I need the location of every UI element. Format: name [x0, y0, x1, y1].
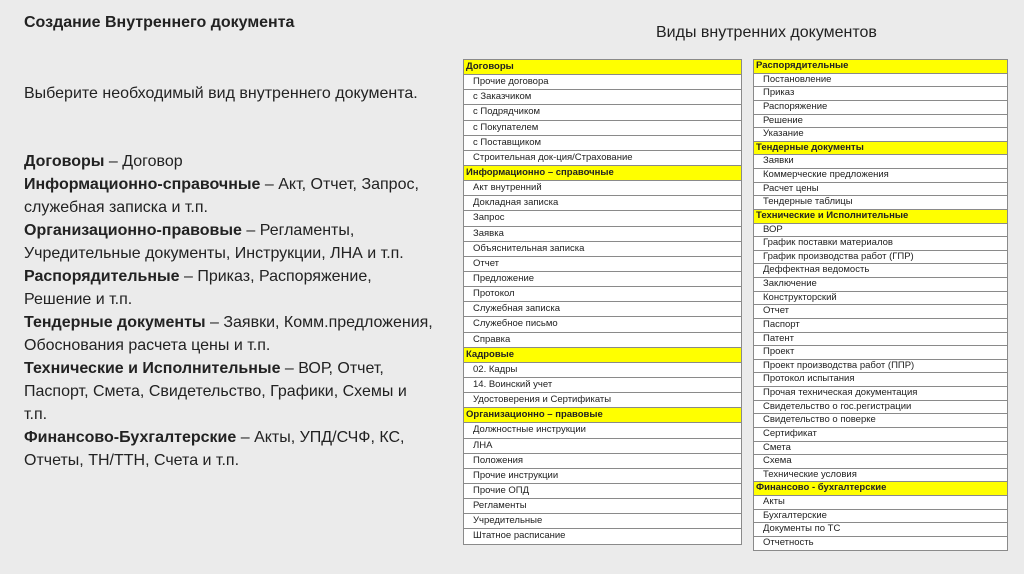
document-type-cell: График поставки материалов — [754, 237, 1008, 251]
table-row — [464, 90, 742, 105]
table-row — [464, 514, 742, 529]
table-row — [754, 387, 1008, 401]
table-row — [464, 438, 742, 453]
category-examples: – Договор — [104, 153, 183, 170]
document-type-cell: Справка — [464, 332, 742, 347]
document-type-cell: Свидетельство о гос.регистрации — [754, 400, 1008, 414]
table-row — [464, 362, 742, 377]
table-row — [754, 400, 1008, 414]
document-type-cell: Докладная записка — [464, 196, 742, 211]
table-row — [754, 414, 1008, 428]
document-type-cell: Распоряжение — [754, 100, 1008, 114]
table-row — [754, 128, 1008, 142]
document-type-cell: Свидетельство о поверке — [754, 414, 1008, 428]
table-row — [754, 182, 1008, 196]
section-label: Технические и Исполнительные — [754, 209, 1008, 223]
table-row — [464, 483, 742, 498]
document-type-cell: Смета — [754, 441, 1008, 455]
category-name: Распорядительные — [24, 268, 180, 285]
table-row — [464, 120, 742, 135]
document-type-cell: Паспорт — [754, 318, 1008, 332]
table-row — [754, 305, 1008, 319]
document-type-cell: Строительная док-ция/Страхование — [464, 150, 742, 165]
document-type-cell: Заявки — [754, 155, 1008, 169]
document-type-cell: Акт внутренний — [464, 181, 742, 196]
table-section-header — [754, 209, 1008, 223]
document-type-cell: Заявка — [464, 226, 742, 241]
document-type-cell: Патент — [754, 332, 1008, 346]
table-row — [754, 73, 1008, 87]
category-item — [24, 357, 434, 426]
table-row — [464, 271, 742, 286]
document-type-cell: с Подрядчиком — [464, 105, 742, 120]
category-name: Технические и Исполнительные — [24, 360, 281, 377]
table-row — [754, 359, 1008, 373]
table-row — [464, 287, 742, 302]
table-section-header — [754, 482, 1008, 496]
document-type-cell: Документы по ТС — [754, 523, 1008, 537]
table-row — [754, 332, 1008, 346]
document-type-cell: Положения — [464, 453, 742, 468]
document-type-cell: Прочие договора — [464, 75, 742, 90]
table-row — [464, 317, 742, 332]
document-type-cell: Объяснительная записка — [464, 241, 742, 256]
document-type-cell: Предложение — [464, 271, 742, 286]
document-type-cell: Решение — [754, 114, 1008, 128]
document-type-cell: Прочая техническая документация — [754, 387, 1008, 401]
document-type-cell: с Заказчиком — [464, 90, 742, 105]
table-row — [754, 523, 1008, 537]
section-label: Тендерные документы — [754, 141, 1008, 155]
table-row — [464, 241, 742, 256]
category-item — [24, 426, 434, 472]
section-label: Договоры — [464, 60, 742, 75]
table-row — [464, 377, 742, 392]
table-row — [464, 196, 742, 211]
category-examples: – Заявки, Комм.предложения, Обоснования расчета цены и т.п. — [24, 314, 433, 354]
document-type-cell: Конструкторский — [754, 291, 1008, 305]
table-row — [754, 155, 1008, 169]
table-row — [754, 455, 1008, 469]
table-row — [754, 114, 1008, 128]
category-list — [24, 150, 434, 472]
document-type-cell: Проект производства работ (ППР) — [754, 359, 1008, 373]
section-label: Кадровые — [464, 347, 742, 362]
category-examples: – ВОР, Отчет, Паспорт, Смета, Свидетельство, Графики, Схемы и т.п. — [24, 360, 407, 423]
table-row — [754, 346, 1008, 360]
table-row — [464, 75, 742, 90]
section-label: Информационно – справочные — [464, 165, 742, 180]
document-type-cell: Штатное расписание — [464, 529, 742, 544]
table-row — [464, 332, 742, 347]
section-label: Организационно – правовые — [464, 408, 742, 423]
category-name: Финансово-Бухгалтерские — [24, 429, 237, 446]
table-row — [754, 250, 1008, 264]
table-row — [754, 318, 1008, 332]
document-type-cell: Отчет — [464, 256, 742, 271]
document-type-cell: Сертификат — [754, 427, 1008, 441]
category-name: Информационно-справочные — [24, 176, 261, 193]
table-row — [464, 105, 742, 120]
document-types-table-right — [753, 59, 1008, 551]
document-type-cell: Запрос — [464, 211, 742, 226]
category-examples: – Регламенты, Учредительные документы, Инструкции, ЛНА и т.п. — [24, 222, 404, 262]
document-type-cell: Технические условия — [754, 468, 1008, 482]
table-row — [754, 237, 1008, 251]
table-row — [754, 536, 1008, 550]
table-section-header — [754, 141, 1008, 155]
category-name: Тендерные документы — [24, 314, 206, 331]
document-type-cell: Бухгалтерские — [754, 509, 1008, 523]
table-section-header — [464, 165, 742, 180]
table-row — [464, 393, 742, 408]
document-type-cell: Схема — [754, 455, 1008, 469]
table-row — [464, 211, 742, 226]
category-item — [24, 173, 434, 219]
document-type-cell: График производства работ (ГПР) — [754, 250, 1008, 264]
document-type-cell: 14. Воинский учет — [464, 377, 742, 392]
table-row — [754, 427, 1008, 441]
table-row — [464, 529, 742, 544]
table-row — [754, 373, 1008, 387]
document-type-cell: 02. Кадры — [464, 362, 742, 377]
table-row — [464, 181, 742, 196]
document-type-cell: Регламенты — [464, 499, 742, 514]
document-type-cell: Служебное письмо — [464, 317, 742, 332]
category-item — [24, 219, 434, 265]
table-row — [464, 499, 742, 514]
document-type-cell: с Поставщиком — [464, 135, 742, 150]
document-type-cell: Расчет цены — [754, 182, 1008, 196]
document-type-cell: Заключение — [754, 278, 1008, 292]
category-item — [24, 265, 434, 311]
category-examples: – Акты, УПД/СЧФ, КС, Отчеты, ТН/ТТН, Счета и т.п. — [24, 429, 405, 469]
section-label: Распорядительные — [754, 60, 1008, 74]
table-row — [464, 256, 742, 271]
table-row — [754, 441, 1008, 455]
document-type-cell: Тендерные таблицы — [754, 196, 1008, 210]
table-row — [464, 453, 742, 468]
document-type-cell: Акты — [754, 496, 1008, 510]
document-type-cell: Приказ — [754, 87, 1008, 101]
table-row — [464, 468, 742, 483]
document-type-cell: Указание — [754, 128, 1008, 142]
table-row — [464, 135, 742, 150]
document-types-title: Виды внутренних документов — [656, 24, 877, 41]
document-type-cell: Прочие ОПД — [464, 483, 742, 498]
table-row — [464, 226, 742, 241]
category-name: Организационно-правовые — [24, 222, 242, 239]
table-row — [754, 264, 1008, 278]
document-type-cell: ЛНА — [464, 438, 742, 453]
document-type-cell: Прочие инструкции — [464, 468, 742, 483]
document-type-cell: ВОР — [754, 223, 1008, 237]
document-type-cell: с Покупателем — [464, 120, 742, 135]
table-row — [754, 87, 1008, 101]
table-row — [754, 468, 1008, 482]
intro-text: Выберите необходимый вид внутреннего документа. — [24, 85, 418, 102]
table-row — [754, 196, 1008, 210]
table-row — [754, 169, 1008, 183]
document-type-cell: Протокол — [464, 287, 742, 302]
table-row — [754, 496, 1008, 510]
table-section-header — [464, 347, 742, 362]
table-row — [464, 302, 742, 317]
table-row — [754, 509, 1008, 523]
document-type-cell: Должностные инструкции — [464, 423, 742, 438]
table-section-header — [464, 408, 742, 423]
document-type-cell: Отчетность — [754, 536, 1008, 550]
table-row — [464, 150, 742, 165]
document-type-cell: Учредительные — [464, 514, 742, 529]
document-type-cell: Служебная записка — [464, 302, 742, 317]
table-row — [464, 423, 742, 438]
table-row — [754, 223, 1008, 237]
document-types-table-left — [463, 59, 742, 545]
table-row — [754, 278, 1008, 292]
section-label: Финансово - бухгалтерские — [754, 482, 1008, 496]
table-section-header — [754, 60, 1008, 74]
table-row — [754, 291, 1008, 305]
document-type-cell: Постановление — [754, 73, 1008, 87]
category-examples: – Акт, Отчет, Запрос, служебная записка и т.п. — [24, 176, 419, 216]
document-type-cell: Протокол испытания — [754, 373, 1008, 387]
slide-title: Создание Внутреннего документа — [24, 14, 295, 31]
table-section-header — [464, 60, 742, 75]
document-type-cell: Коммерческие предложения — [754, 169, 1008, 183]
category-name: Договоры — [24, 153, 105, 170]
document-type-cell: Проект — [754, 346, 1008, 360]
document-type-cell: Отчет — [754, 305, 1008, 319]
category-item — [24, 311, 434, 357]
table-row — [754, 100, 1008, 114]
document-type-cell: Деффектная ведомость — [754, 264, 1008, 278]
category-item — [24, 150, 434, 173]
category-examples: – Приказ, Распоряжение, Решение и т.п. — [24, 268, 372, 308]
document-type-cell: Удостоверения и Сертификаты — [464, 393, 742, 408]
